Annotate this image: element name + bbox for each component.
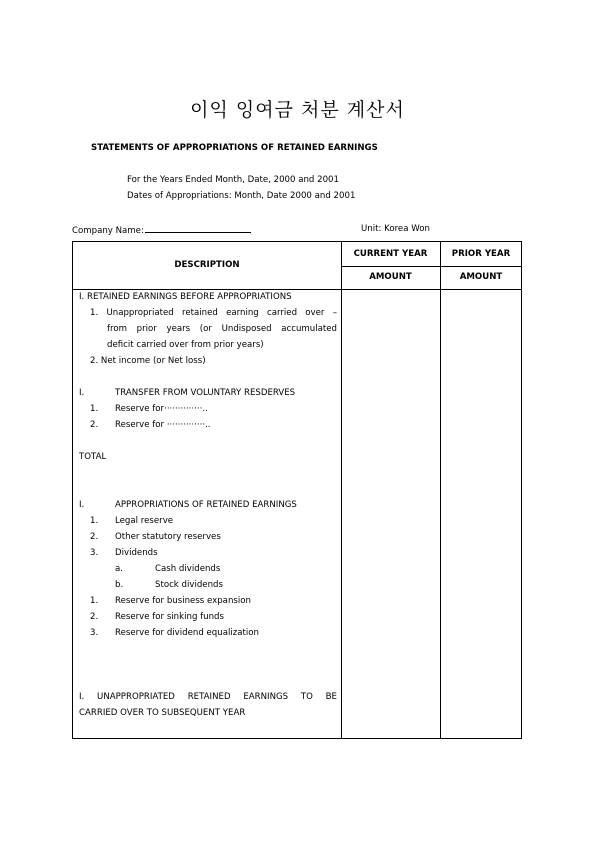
transfer-item-2-number: 2. [90,420,99,430]
header-divider [341,266,521,267]
appropriation-item-legal-reserve: Legal reserve [115,516,174,526]
appropriation-dates-line: Dates of Appropriations: Month, Date 2000 and 2001 [127,191,356,201]
current-amount-header: AMOUNT [369,272,412,282]
unappropriated-heading-line1: I. UNAPPROPRIATED RETAINED EARNINGS TO BE [79,692,337,702]
company-name-field [72,224,251,236]
company-name-label: Company Name: [72,226,144,236]
dividend-subitem-cash: Cash dividends [155,564,221,574]
appropriation-item-sinking-funds: Reserve for sinking funds [115,612,224,622]
dividend-subitem-letter: b. [115,580,124,590]
appropriations-number: I. [79,500,85,510]
appropriation-item-number: 2. [90,532,99,542]
header-bottom-line [73,289,521,290]
prior-year-header: PRIOR YEAR [451,249,511,259]
appropriation-item-number: 2. [90,612,99,622]
column-divider [341,242,342,738]
appropriation-item-dividend-equalization: Reserve for dividend equalization [115,628,259,638]
retained-earnings-heading: I. RETAINED EARNINGS BEFORE APPROPRIATIONS [79,292,292,302]
transfer-item-1-number: 1. [90,404,99,414]
dividend-subitem-letter: a. [115,564,123,574]
appropriation-item-number: 3. [90,628,99,638]
period-line: For the Years Ended Month, Date, 2000 and 2001 [127,175,339,185]
current-year-header: CURRENT YEAR [353,249,428,259]
statement-subtitle: STATEMENTS OF APPROPRIATIONS OF RETAINED EARNINGS [91,143,378,153]
appropriation-item-statutory-reserves: Other statutory reserves [115,532,221,542]
unappropriated-heading-line2: CARRIED OVER TO SUBSEQUENT YEAR [79,708,246,718]
appropriations-table [72,241,522,739]
transfer-item-2: Reserve for ··············.. [115,420,211,430]
appropriation-item-number: 1. [90,596,99,606]
dividend-subitem-stock: Stock dividends [155,580,223,590]
page-title: 이익 잉여금 처분 계산서 [190,99,405,121]
appropriation-item-number: 1. [90,516,99,526]
retained-item-1-line3: deficit carried over from prior years) [107,340,264,350]
transfer-heading: TRANSFER FROM VOLUNTARY RESDERVES [115,388,296,398]
column-divider [440,242,441,738]
retained-item-2: 2. Net income (or Net loss) [90,356,206,366]
appropriation-item-dividends: Dividends [115,548,158,558]
total-label: TOTAL [79,452,107,462]
retained-item-1-line1: 1. Unappropriated retained earning carried over – [90,308,337,318]
appropriations-heading: APPROPRIATIONS OF RETAINED EARNINGS [115,500,297,510]
appropriation-item-number: 3. [90,548,99,558]
prior-amount-header: AMOUNT [459,272,503,282]
transfer-item-1: Reserve for··············.. [115,404,208,414]
retained-item-1-line2: from prior years (or Undisposed accumulated [107,324,337,334]
transfer-number: I. [79,388,85,398]
unit-label: Unit: Korea Won [361,224,430,234]
appropriation-item-business-expansion: Reserve for business expansion [115,596,251,606]
description-header: DESCRIPTION [174,260,240,270]
company-name-blank[interactable] [145,224,251,233]
